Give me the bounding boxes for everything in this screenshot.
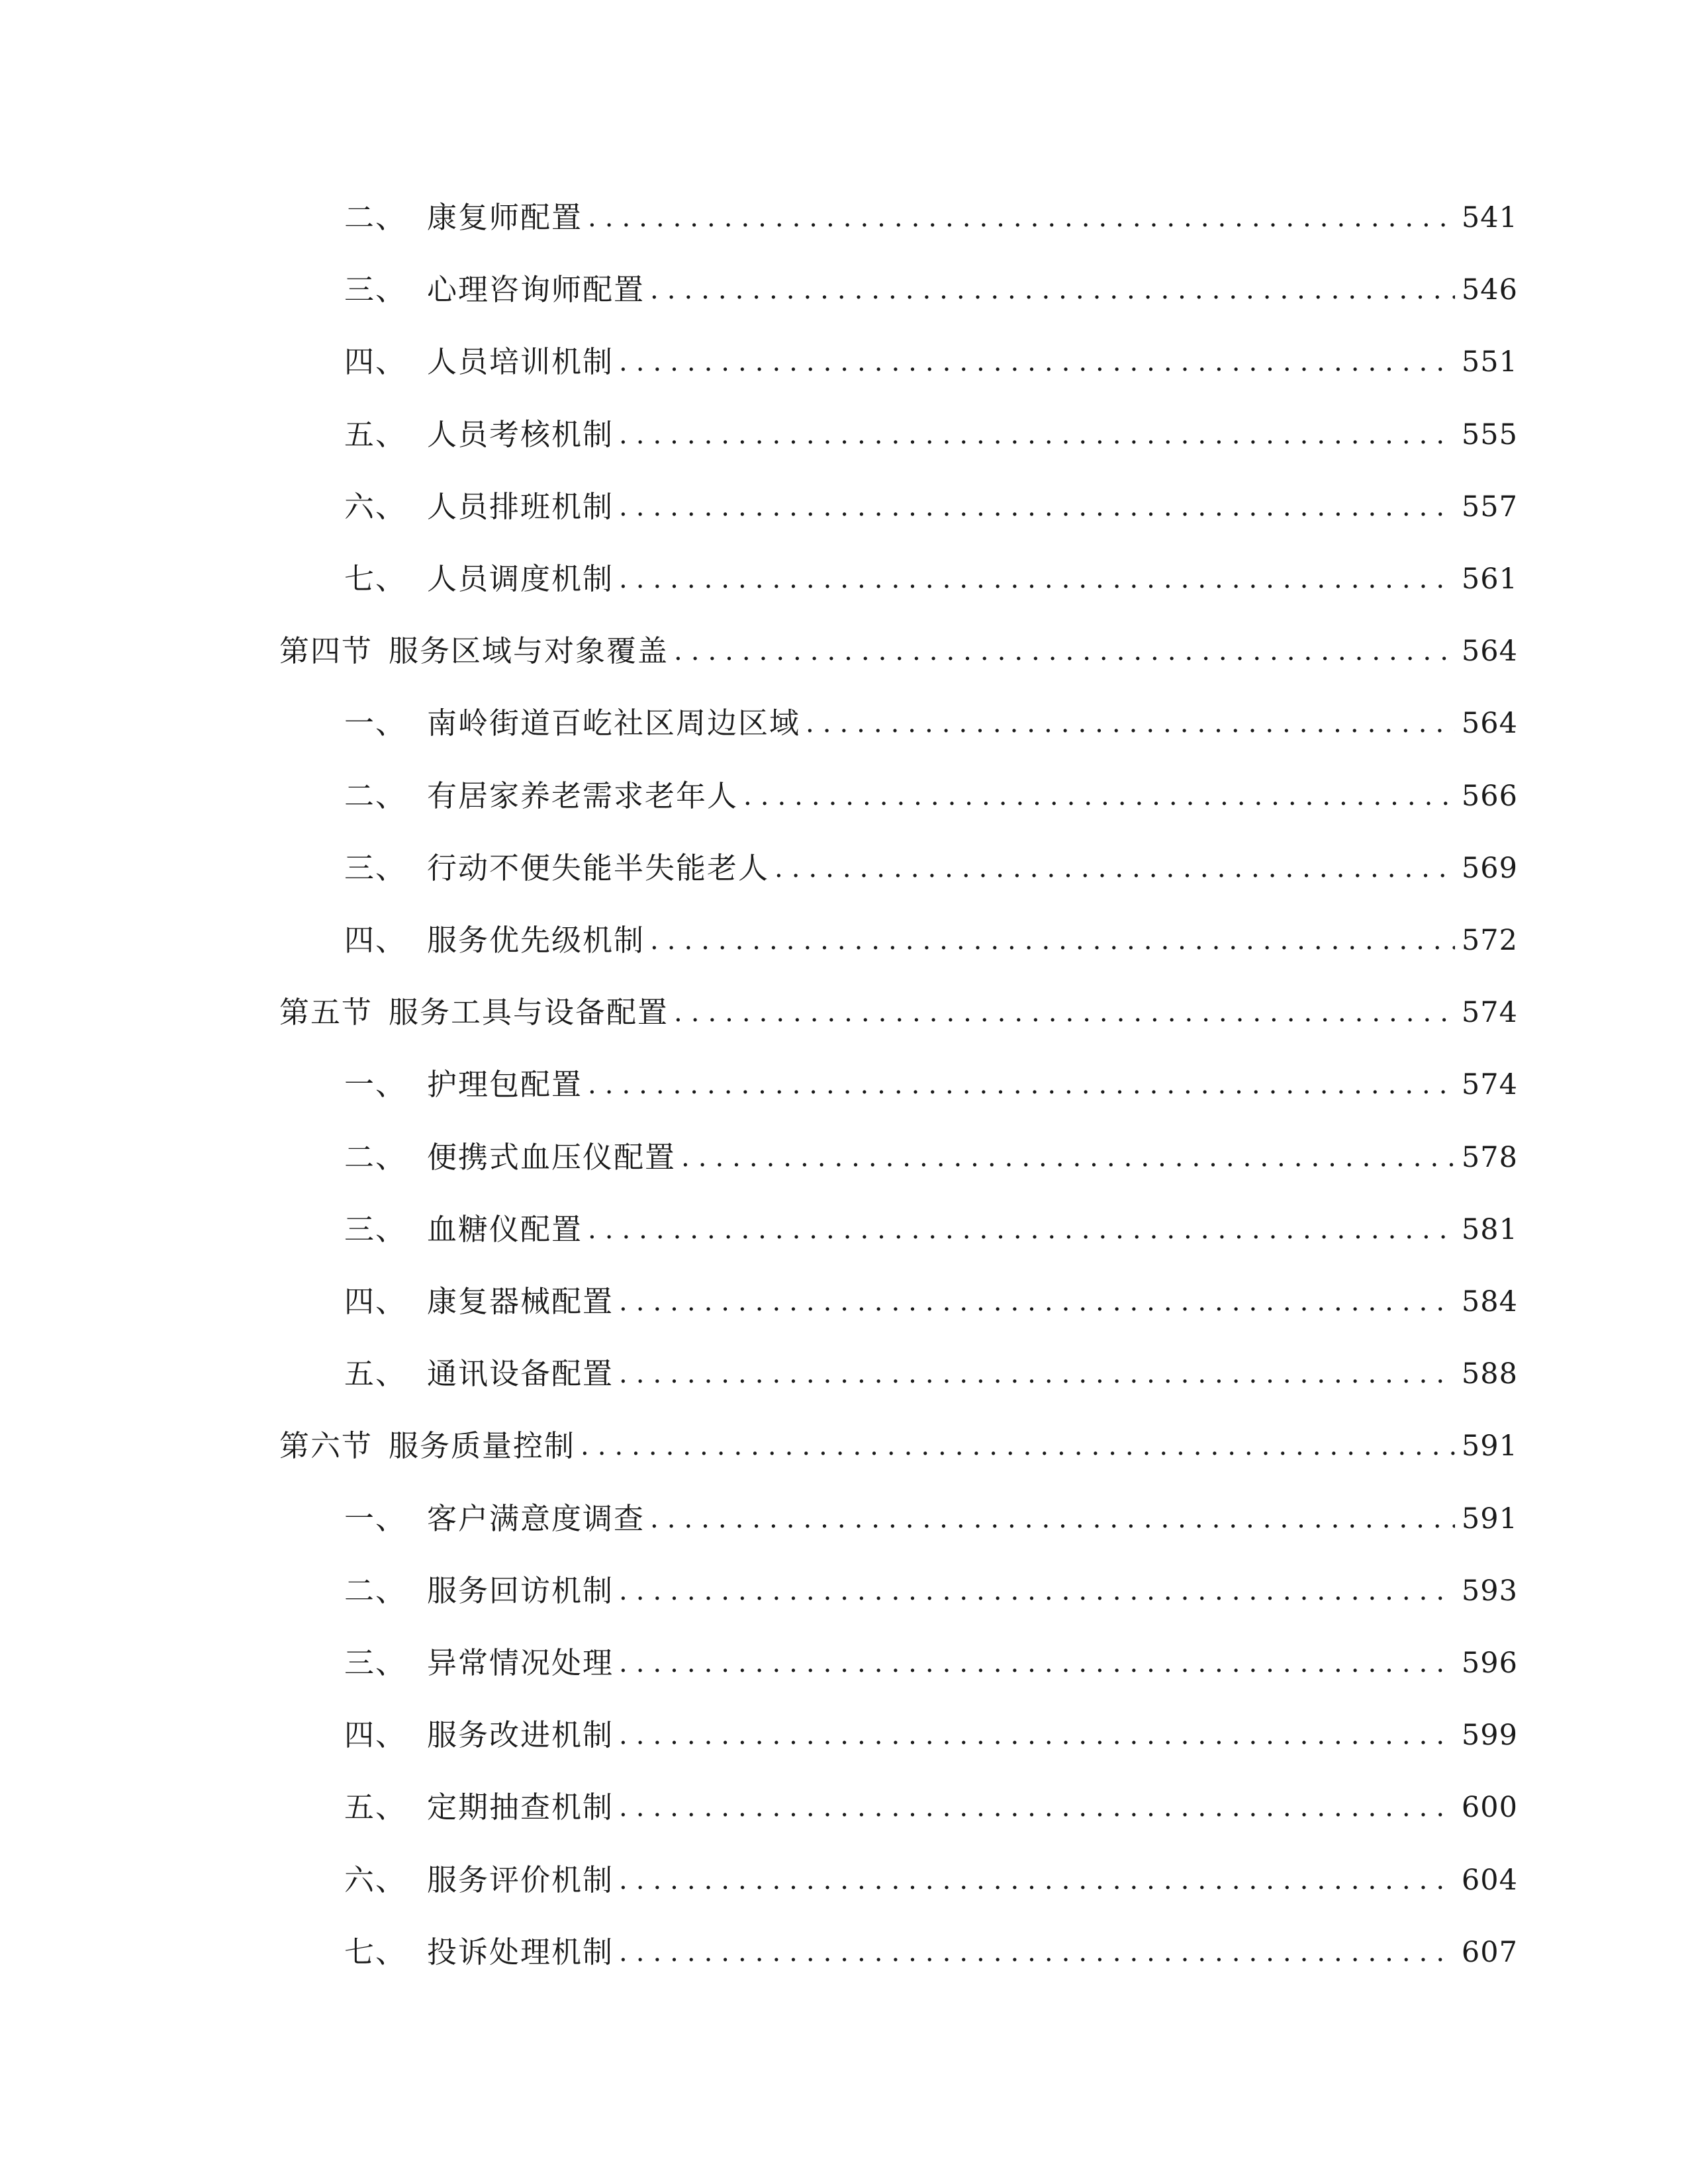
toc-dot-leader: [681, 1131, 1455, 1184]
toc-page-number: 581: [1461, 1213, 1518, 1246]
toc-subsection-entry[interactable]: [344, 1781, 1518, 1834]
toc-entry-title: 便携式血压仪配置: [427, 1140, 677, 1175]
toc-entry-marker: 三、: [344, 272, 407, 307]
toc-dot-leader: [774, 842, 1455, 895]
toc-page-number: 578: [1461, 1141, 1518, 1174]
toc-entry-marker: 二、: [344, 1573, 407, 1608]
toc-entry-title: 通讯设备配置: [427, 1356, 614, 1391]
toc-subsection-entry[interactable]: [344, 1854, 1518, 1907]
toc-entry-marker: 二、: [344, 778, 407, 813]
toc-page-number: 561: [1461, 563, 1518, 596]
toc-dot-leader: [588, 1058, 1455, 1111]
toc-dot-leader: [619, 1347, 1455, 1400]
toc-entry-marker: 三、: [344, 1645, 407, 1680]
toc-entry-title: 护理包配置: [427, 1067, 583, 1102]
toc-entry-marker: 五、: [344, 417, 407, 452]
toc-entry-marker: 第四节: [279, 633, 373, 668]
toc-entry-marker: 一、: [344, 1067, 407, 1102]
toc-dot-leader: [806, 697, 1455, 750]
toc-dot-leader: [674, 986, 1455, 1039]
toc-entry-marker: 七、: [344, 561, 407, 596]
toc-page-number: 564: [1461, 635, 1518, 668]
toc-page-number: 584: [1461, 1285, 1518, 1318]
toc-page-number: 593: [1461, 1574, 1518, 1608]
toc-page-number: 572: [1461, 924, 1518, 957]
toc-subsection-entry[interactable]: [344, 408, 1518, 461]
toc-dot-leader: [650, 263, 1455, 316]
toc-dot-leader: [588, 1203, 1455, 1256]
toc-subsection-entry[interactable]: [344, 553, 1518, 606]
toc-page-number: 591: [1461, 1502, 1518, 1535]
toc-entry-title: 定期抽查机制: [427, 1790, 614, 1825]
toc-entry-marker: 五、: [344, 1356, 407, 1391]
toc-subsection-entry[interactable]: [344, 1926, 1518, 1979]
toc-entry-marker: 五、: [344, 1790, 407, 1825]
toc-entry-title: 服务区域与对象覆盖: [389, 633, 669, 668]
toc-subsection-entry[interactable]: [344, 914, 1518, 967]
toc-dot-leader: [619, 408, 1455, 461]
toc-section-entry[interactable]: [279, 1420, 1518, 1473]
toc-entry-title: 服务改进机制: [427, 1717, 614, 1752]
toc-subsection-entry[interactable]: [344, 1492, 1518, 1545]
toc-entry-title: 心理咨询师配置: [427, 272, 645, 307]
toc-subsection-entry[interactable]: [344, 1203, 1518, 1256]
toc-dot-leader: [619, 480, 1455, 533]
toc-entry-title: 行动不便失能半失能老人: [427, 850, 770, 886]
toc-page-number: 557: [1461, 490, 1518, 523]
toc-page-number: 566: [1461, 780, 1518, 813]
toc-subsection-entry[interactable]: [344, 336, 1518, 388]
toc-subsection-entry[interactable]: [344, 770, 1518, 823]
toc-entry-title: 人员调度机制: [427, 561, 614, 596]
toc-entry-marker: 第六节: [279, 1428, 373, 1463]
toc-subsection-entry[interactable]: [344, 842, 1518, 895]
toc-dot-leader: [619, 1565, 1455, 1617]
toc-entry-title: 南岭街道百屹社区周边区域: [427, 705, 801, 741]
toc-subsection-entry[interactable]: [344, 1275, 1518, 1328]
toc-entry-title: 投诉处理机制: [427, 1934, 614, 1970]
toc-dot-leader: [619, 1926, 1455, 1979]
toc-entry-title: 血糖仪配置: [427, 1212, 583, 1247]
toc-entry-marker: 二、: [344, 1140, 407, 1175]
toc-entry-title: 服务评价机制: [427, 1862, 614, 1897]
toc-entry-marker: 六、: [344, 489, 407, 524]
toc-dot-leader: [650, 1492, 1455, 1545]
toc-page-number: 604: [1461, 1864, 1518, 1897]
toc-section-entry[interactable]: [279, 986, 1518, 1039]
toc-dot-leader: [674, 625, 1455, 678]
toc-entry-title: 服务优先级机制: [427, 923, 645, 958]
toc-page-number: 591: [1461, 1430, 1518, 1463]
toc-entry-marker: 四、: [344, 923, 407, 958]
toc-dot-leader: [619, 1275, 1455, 1328]
toc-entry-marker: 一、: [344, 1501, 407, 1536]
toc-entry-title: 康复器械配置: [427, 1284, 614, 1319]
toc-subsection-entry[interactable]: [344, 263, 1518, 316]
toc-entry-title: 人员培训机制: [427, 344, 614, 379]
toc-dot-leader: [619, 1637, 1455, 1690]
toc-entry-marker: 三、: [344, 850, 407, 886]
toc-entry-marker: 七、: [344, 1934, 407, 1970]
toc-entry-title: 异常情况处理: [427, 1645, 614, 1680]
toc-page-number: 569: [1461, 852, 1518, 885]
toc-subsection-entry[interactable]: [344, 1131, 1518, 1184]
toc-page-number: 555: [1461, 418, 1518, 451]
toc-dot-leader: [650, 914, 1455, 967]
toc-dot-leader: [581, 1420, 1455, 1473]
toc-subsection-entry[interactable]: [344, 1565, 1518, 1617]
toc-entry-title: 有居家养老需求老年人: [427, 778, 739, 813]
toc-dot-leader: [619, 1781, 1455, 1834]
toc-dot-leader: [588, 191, 1455, 244]
toc-page-number: 588: [1461, 1357, 1518, 1390]
toc-section-entry[interactable]: [279, 625, 1518, 678]
toc-entry-marker: 二、: [344, 200, 407, 235]
toc-entry-marker: 一、: [344, 705, 407, 741]
toc-dot-leader: [619, 553, 1455, 606]
toc-entry-title: 人员排班机制: [427, 489, 614, 524]
toc-page-number: 607: [1461, 1936, 1518, 1969]
toc-dot-leader: [619, 336, 1455, 388]
toc-page-number: 541: [1461, 201, 1518, 234]
toc-entry-marker: 第五节: [279, 995, 373, 1030]
toc-page-number: 600: [1461, 1791, 1518, 1824]
toc-entry-title: 服务回访机制: [427, 1573, 614, 1608]
toc-entry-title: 服务工具与设备配置: [389, 995, 669, 1030]
toc-page-number: 564: [1461, 707, 1518, 740]
toc-subsection-entry[interactable]: [344, 480, 1518, 533]
toc-subsection-entry[interactable]: [344, 697, 1518, 750]
toc-entry-title: 人员考核机制: [427, 417, 614, 452]
toc-dot-leader: [619, 1854, 1455, 1907]
toc-page-number: 596: [1461, 1647, 1518, 1680]
toc-page-number: 574: [1461, 1068, 1518, 1101]
toc-subsection-entry[interactable]: [344, 1347, 1518, 1400]
toc-page-number: 551: [1461, 345, 1518, 379]
toc-subsection-entry[interactable]: [344, 1637, 1518, 1690]
toc-entry-marker: 四、: [344, 344, 407, 379]
toc-subsection-entry[interactable]: [344, 1058, 1518, 1111]
toc-dot-leader: [619, 1709, 1455, 1762]
toc-entry-marker: 六、: [344, 1862, 407, 1897]
toc-entry-title: 康复师配置: [427, 200, 583, 235]
toc-subsection-entry[interactable]: [344, 191, 1518, 244]
toc-entry-title: 客户满意度调查: [427, 1501, 645, 1536]
toc-entry-marker: 四、: [344, 1284, 407, 1319]
toc-page-number: 599: [1461, 1719, 1518, 1752]
toc-subsection-entry[interactable]: [344, 1709, 1518, 1762]
toc-dot-leader: [743, 770, 1455, 823]
toc-page-number: 574: [1461, 996, 1518, 1029]
toc-page-number: 546: [1461, 273, 1518, 306]
toc-entry-title: 服务质量控制: [389, 1428, 576, 1463]
toc-entry-marker: 四、: [344, 1717, 407, 1752]
toc-entry-marker: 三、: [344, 1212, 407, 1247]
